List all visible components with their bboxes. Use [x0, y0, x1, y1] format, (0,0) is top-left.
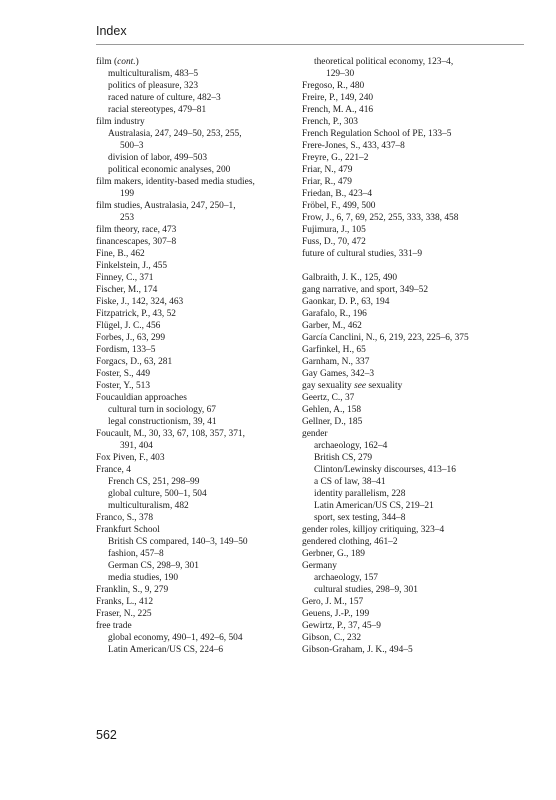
index-entry: French, M. A., 416 — [302, 105, 374, 115]
index-entry: gender roles, killjoy critiquing, 323–4 — [302, 525, 445, 535]
index-continuation: 253 — [120, 213, 135, 223]
index-entry: future of cultural studies, 331–9 — [302, 249, 423, 259]
index-subentry: global economy, 490–1, 492–6, 504 — [108, 633, 243, 643]
index-subentry: global culture, 500–1, 504 — [108, 489, 207, 499]
index-entry: Fuss, D., 70, 472 — [302, 237, 366, 247]
index-entry: Geertz, C., 37 — [302, 393, 355, 403]
index-entry: Friedan, B., 423–4 — [302, 189, 373, 199]
index-entry: Finkelstein, J., 455 — [96, 261, 168, 271]
index-entry: gendered clothing, 461–2 — [302, 537, 398, 547]
index-entry: Fordism, 133–5 — [96, 345, 156, 355]
index-entry: Gibson, C., 232 — [302, 633, 362, 643]
index-entry: Friar, N., 479 — [302, 165, 353, 175]
index-entry: Germany — [302, 561, 337, 571]
index-column-left — [96, 56, 306, 656]
index-entry: gender — [302, 429, 328, 439]
index-subentry: politics of pleasure, 323 — [108, 81, 199, 91]
index-continuation: 199 — [120, 189, 135, 199]
index-entry: Finney, C., 371 — [96, 273, 154, 283]
index-entry: Garfinkel, H., 65 — [302, 345, 366, 355]
index-entry: Frow, J., 6, 7, 69, 252, 255, 333, 338, 458 — [302, 213, 459, 223]
index-entry: Gibson-Graham, J. K., 494–5 — [302, 645, 413, 655]
index-subentry: Latin American/US CS, 219–21 — [314, 501, 434, 511]
index-entry: Fitzpatrick, P., 43, 52 — [96, 309, 176, 319]
index-entry: film theory, race, 473 — [96, 225, 177, 235]
index-entry: Frere-Jones, S., 433, 437–8 — [302, 141, 405, 151]
index-entry: Forbes, J., 63, 299 — [96, 333, 166, 343]
index-entry: Garafalo, R., 196 — [302, 309, 367, 319]
index-subentry: media studies, 190 — [108, 573, 179, 583]
index-entry: Fiske, J., 142, 324, 463 — [96, 297, 184, 307]
index-entry: Fine, B., 462 — [96, 249, 145, 259]
index-entry: Gewirtz, P., 37, 45–9 — [302, 621, 381, 631]
index-entry: Gellner, D., 185 — [302, 417, 363, 427]
index-subentry: identity parallelism, 228 — [314, 489, 406, 499]
index-entry: French, P., 303 — [302, 117, 358, 127]
index-entry: France, 4 — [96, 465, 131, 475]
index-subentry: racial stereotypes, 479–81 — [108, 105, 207, 115]
index-subentry: legal constructionism, 39, 41 — [108, 417, 217, 427]
index-entry: Fujimura, J., 105 — [302, 225, 366, 235]
index-subentry: archaeology, 162–4 — [314, 441, 388, 451]
index-subentry: a CS of law, 38–41 — [314, 477, 386, 487]
index-subentry: Clinton/Lewinsky discourses, 413–16 — [314, 465, 456, 475]
index-entry: film industry — [96, 117, 145, 127]
index-continuation: 500–3 — [120, 141, 144, 151]
index-entry: Foster, S., 449 — [96, 369, 151, 379]
index-entry: Foucauldian approaches — [96, 393, 187, 403]
index-entry: Freire, P., 149, 240 — [302, 93, 374, 103]
index-subentry: multiculturalism, 483–5 — [108, 69, 199, 79]
index-entry: Fregoso, R., 480 — [302, 81, 365, 91]
index-entry: gang narrative, and sport, 349–52 — [302, 285, 429, 295]
index-column-right — [302, 56, 524, 656]
index-subentry: raced nature of culture, 482–3 — [108, 93, 221, 103]
index-entry: free trade — [96, 621, 132, 631]
index-spacer — [302, 260, 524, 272]
index-entry: Franks, L., 412 — [96, 597, 154, 607]
index-entry: Foucault, M., 30, 33, 67, 108, 357, 371, — [96, 429, 245, 439]
index-entry: Friar, R., 479 — [302, 177, 352, 187]
index-subentry: French CS, 251, 298–99 — [108, 477, 200, 487]
index-entry: Gerbner, G., 189 — [302, 549, 365, 559]
index-subentry: fashion, 457–8 — [108, 549, 164, 559]
index-entry: financescapes, 307–8 — [96, 237, 177, 247]
index-entry: Garnham, N., 337 — [302, 357, 370, 367]
index-subentry: archaeology, 157 — [314, 573, 378, 583]
index-subentry: Latin American/US CS, 224–6 — [108, 645, 224, 655]
index-continuation: 391, 404 — [120, 441, 153, 451]
index-entry: Fraser, N., 225 — [96, 609, 152, 619]
index-entry: García Canclini, N., 6, 219, 223, 225–6, 375 — [302, 333, 469, 343]
index-entry: Flügel, J. C., 456 — [96, 321, 161, 331]
index-entry: Garber, M., 462 — [302, 321, 362, 331]
index-entry: Galbraith, J. K., 125, 490 — [302, 273, 398, 283]
index-entry: Forgacs, D., 63, 281 — [96, 357, 173, 367]
index-subentry: theoretical political economy, 123–4, — [314, 57, 454, 67]
index-subentry: cultural turn in sociology, 67 — [108, 405, 216, 415]
index-entry: Franklin, S., 9, 279 — [96, 585, 169, 595]
index-subentry: German CS, 298–9, 301 — [108, 561, 199, 571]
index-entry: Frankfurt School — [96, 525, 160, 535]
header-rule — [96, 44, 524, 45]
index-entry: Fox Piven, F., 403 — [96, 453, 165, 463]
index-entry: gay sexuality see sexuality — [302, 381, 403, 391]
index-subentry: British CS compared, 140–3, 149–50 — [108, 537, 248, 547]
index-entry: Freyre, G., 221–2 — [302, 153, 369, 163]
index-subentry: British CS, 279 — [314, 453, 373, 463]
index-subentry: political economic analyses, 200 — [108, 165, 231, 175]
running-header: Index — [96, 24, 127, 38]
index-entry: Geuens, J.-P., 199 — [302, 609, 370, 619]
index-subentry: division of labor, 499–503 — [108, 153, 208, 163]
index-entry: Gero, J. M., 157 — [302, 597, 364, 607]
index-entry: Gay Games, 342–3 — [302, 369, 375, 379]
index-entry: Gehlen, A., 158 — [302, 405, 362, 415]
index-entry: Gaonkar, D. P., 63, 194 — [302, 297, 390, 307]
index-entry: film studies, Australasia, 247, 250–1, — [96, 201, 236, 211]
index-continuation: 129–30 — [326, 69, 355, 79]
index-subentry: Australasia, 247, 249–50, 253, 255, — [108, 129, 242, 139]
index-subentry: multiculturalism, 482 — [108, 501, 189, 511]
index-entry: Foster, Y., 513 — [96, 381, 151, 391]
index-entry: Fröbel, F., 499, 500 — [302, 201, 376, 211]
index-entry: Fischer, M., 174 — [96, 285, 158, 295]
index-entry: French Regulation School of PE, 133–5 — [302, 129, 452, 139]
page-number: 562 — [96, 728, 117, 742]
index-subentry: cultural studies, 298–9, 301 — [314, 585, 418, 595]
index-subentry: sport, sex testing, 344–8 — [314, 513, 406, 523]
index-entry: film makers, identity-based media studies, — [96, 177, 255, 187]
index-entry: Franco, S., 378 — [96, 513, 154, 523]
index-entry: film (cont.) — [96, 57, 139, 67]
